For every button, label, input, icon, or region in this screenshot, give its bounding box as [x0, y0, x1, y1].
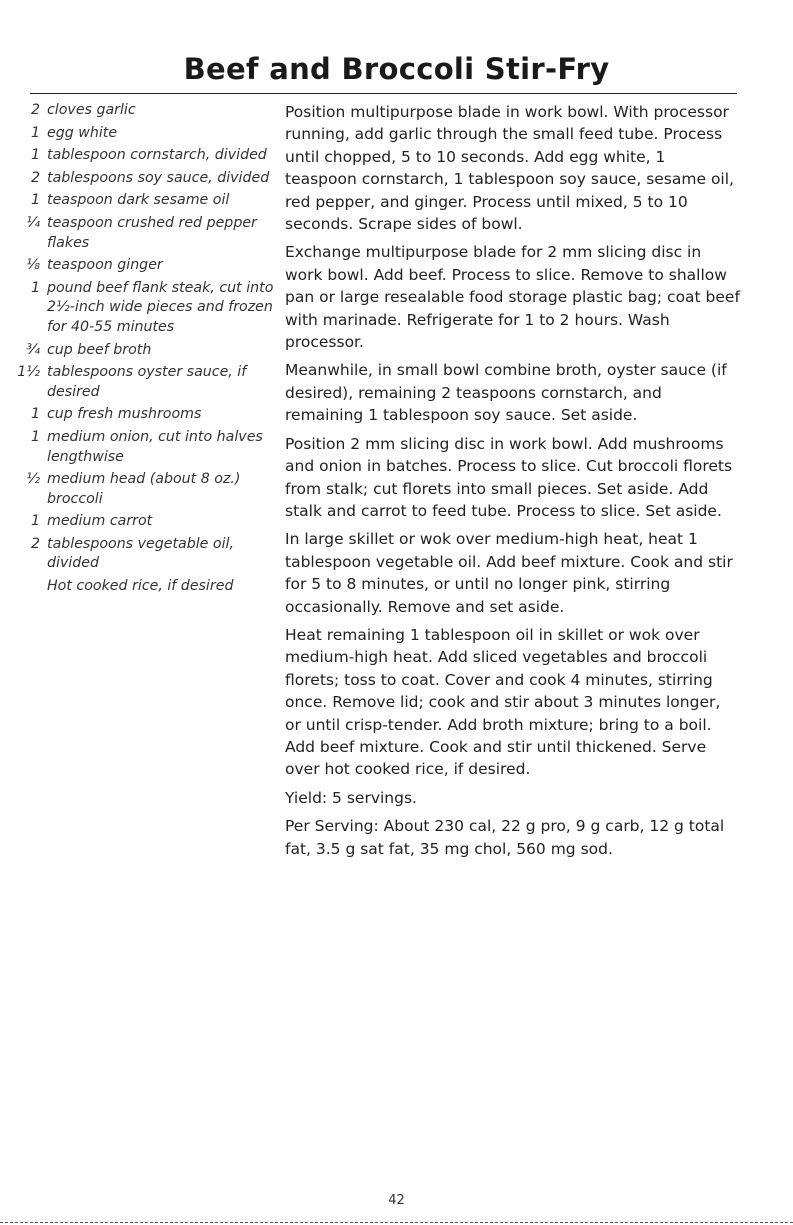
ingredient-qty: ⅛: [26, 257, 40, 274]
bottom-divider: [0, 1222, 793, 1223]
ingredient-text: medium onion, cut into halves lengthwise: [47, 428, 263, 465]
ingredient-qty: 1: [30, 147, 40, 164]
ingredient-item: [16, 428, 276, 467]
ingredient-item: [16, 279, 276, 338]
method-instructions: [285, 101, 740, 866]
ingredient-text: tablespoons vegetable oil, divided: [47, 535, 234, 572]
ingredient-list: [16, 101, 276, 600]
ingredient-text: cup beef broth: [47, 341, 152, 358]
ingredient-text: egg white: [47, 124, 118, 141]
ingredient-text: teaspoon crushed red pepper flakes: [47, 214, 257, 251]
ingredient-text: tablespoons soy sauce, divided: [47, 169, 270, 186]
ingredient-qty: ¼: [26, 214, 40, 231]
method-step: Meanwhile, in small bowl combine broth, oyster sauce (if desired), remaining 2 teaspoons cornstarch, and remaining 1 tablespoon soy sauce. Set aside.: [285, 361, 727, 425]
ingredient-text: medium carrot: [47, 513, 153, 530]
method-step: Position 2 mm slicing disc in work bowl. Add mushrooms and onion in batches. Process to slice. Cut broccoli florets from stalk; cut florets into small pieces. Set aside. Add stalk and carrot to feed tube. Process to slice. Set aside.: [285, 434, 733, 520]
ingredient-item: [16, 256, 276, 276]
ingredient-qty: [16, 577, 47, 597]
method-step: Exchange multipurpose blade for 2 mm slicing disc in work bowl. Add beef. Process to slice. Remove to shallow pan or large resealable food storage plastic bag; coat beef with marinade. Refrigerate for 1 to 2 hours. Wash processor.: [285, 243, 740, 352]
ingredient-qty: 1½: [17, 364, 40, 381]
ingredient-qty: 2: [30, 169, 40, 186]
ingredient-text: teaspoon dark sesame oil: [47, 192, 230, 209]
ingredient-item: [16, 577, 276, 597]
ingredient-item: [16, 470, 276, 509]
ingredient-qty: 2: [30, 102, 40, 118]
ingredient-qty: 2: [30, 535, 40, 552]
ingredient-item: [16, 512, 276, 532]
title-divider: [30, 93, 737, 94]
ingredient-text: medium head (about 8 oz.) broccoli: [47, 471, 241, 507]
ingredient-item: [16, 191, 276, 211]
ingredient-item: [16, 214, 276, 253]
ingredient-qty: 1: [30, 192, 40, 209]
yield-text: Yield: 5 servings.: [285, 788, 417, 807]
ingredient-item: [16, 405, 276, 425]
method-step: In large skillet or wok over medium-high heat, heat 1 tablespoon vegetable oil. Add beef mixture. Cook and stir for 5 to 8 minutes, or until no longer pink, stirring occasionally. Remove and set aside.: [285, 530, 733, 616]
ingredient-qty: 1: [30, 428, 40, 445]
ingredient-item: [16, 101, 276, 121]
method-step: Heat remaining 1 tablespoon oil in skillet or wok over medium-high heat. Add sliced vegetables and broccoli florets; toss to coat. Cover and cook 4 minutes, stirring once. Remove lid; cook and stir about 3 minutes longer, or until crisp-tender. Add broth mixture; bring to a boil. Add beef mixture. Cook and stir until thickened. Serve over hot cooked rice, if desired.: [285, 625, 721, 779]
ingredient-qty: 1: [30, 124, 40, 141]
ingredient-text: tablespoon cornstarch, divided: [47, 147, 267, 164]
ingredient-item: [16, 363, 276, 402]
page-number: 42: [388, 1193, 405, 1208]
ingredient-text: tablespoons oyster sauce, if desired: [47, 364, 247, 400]
ingredient-item: [16, 146, 276, 166]
ingredient-text: pound beef flank steak, cut into 2½-inch wide pieces and frozen for 40-55 minutes: [47, 279, 274, 335]
ingredient-item: [16, 124, 276, 144]
ingredient-item: [16, 169, 276, 189]
method-step: Position multipurpose blade in work bowl. With processor running, add garlic through the small feed tube. Process until chopped, 5 to 10 seconds. Add egg white, 1 teaspoon cornstarch, 1 tablespoon soy sauce, sesame oil, red pepper, and ginger. Process until mixed, 5 to 10 seconds. Scrape sides of bowl.: [285, 103, 734, 234]
nutrition-text: Per Serving: About 230 cal, 22 g pro, 9 g carb, 12 g total fat, 3.5 g sat fat, 35 mg chol, 560 mg sod.: [285, 817, 725, 858]
recipe-title: Beef and Broccoli Stir-Fry: [183, 52, 610, 86]
ingredient-text: teaspoon ginger: [47, 257, 163, 274]
ingredient-item: [16, 535, 276, 574]
ingredient-text: cloves garlic: [47, 102, 136, 118]
ingredient-qty: ¾: [26, 341, 40, 358]
ingredient-item: [16, 341, 276, 361]
ingredient-text: cup fresh mushrooms: [47, 406, 202, 423]
ingredient-text: Hot cooked rice, if desired: [47, 578, 234, 595]
ingredient-qty: 1: [30, 513, 40, 530]
ingredient-qty: ½: [26, 471, 40, 488]
ingredient-qty: 1: [30, 279, 40, 296]
ingredient-qty: 1: [30, 406, 40, 423]
